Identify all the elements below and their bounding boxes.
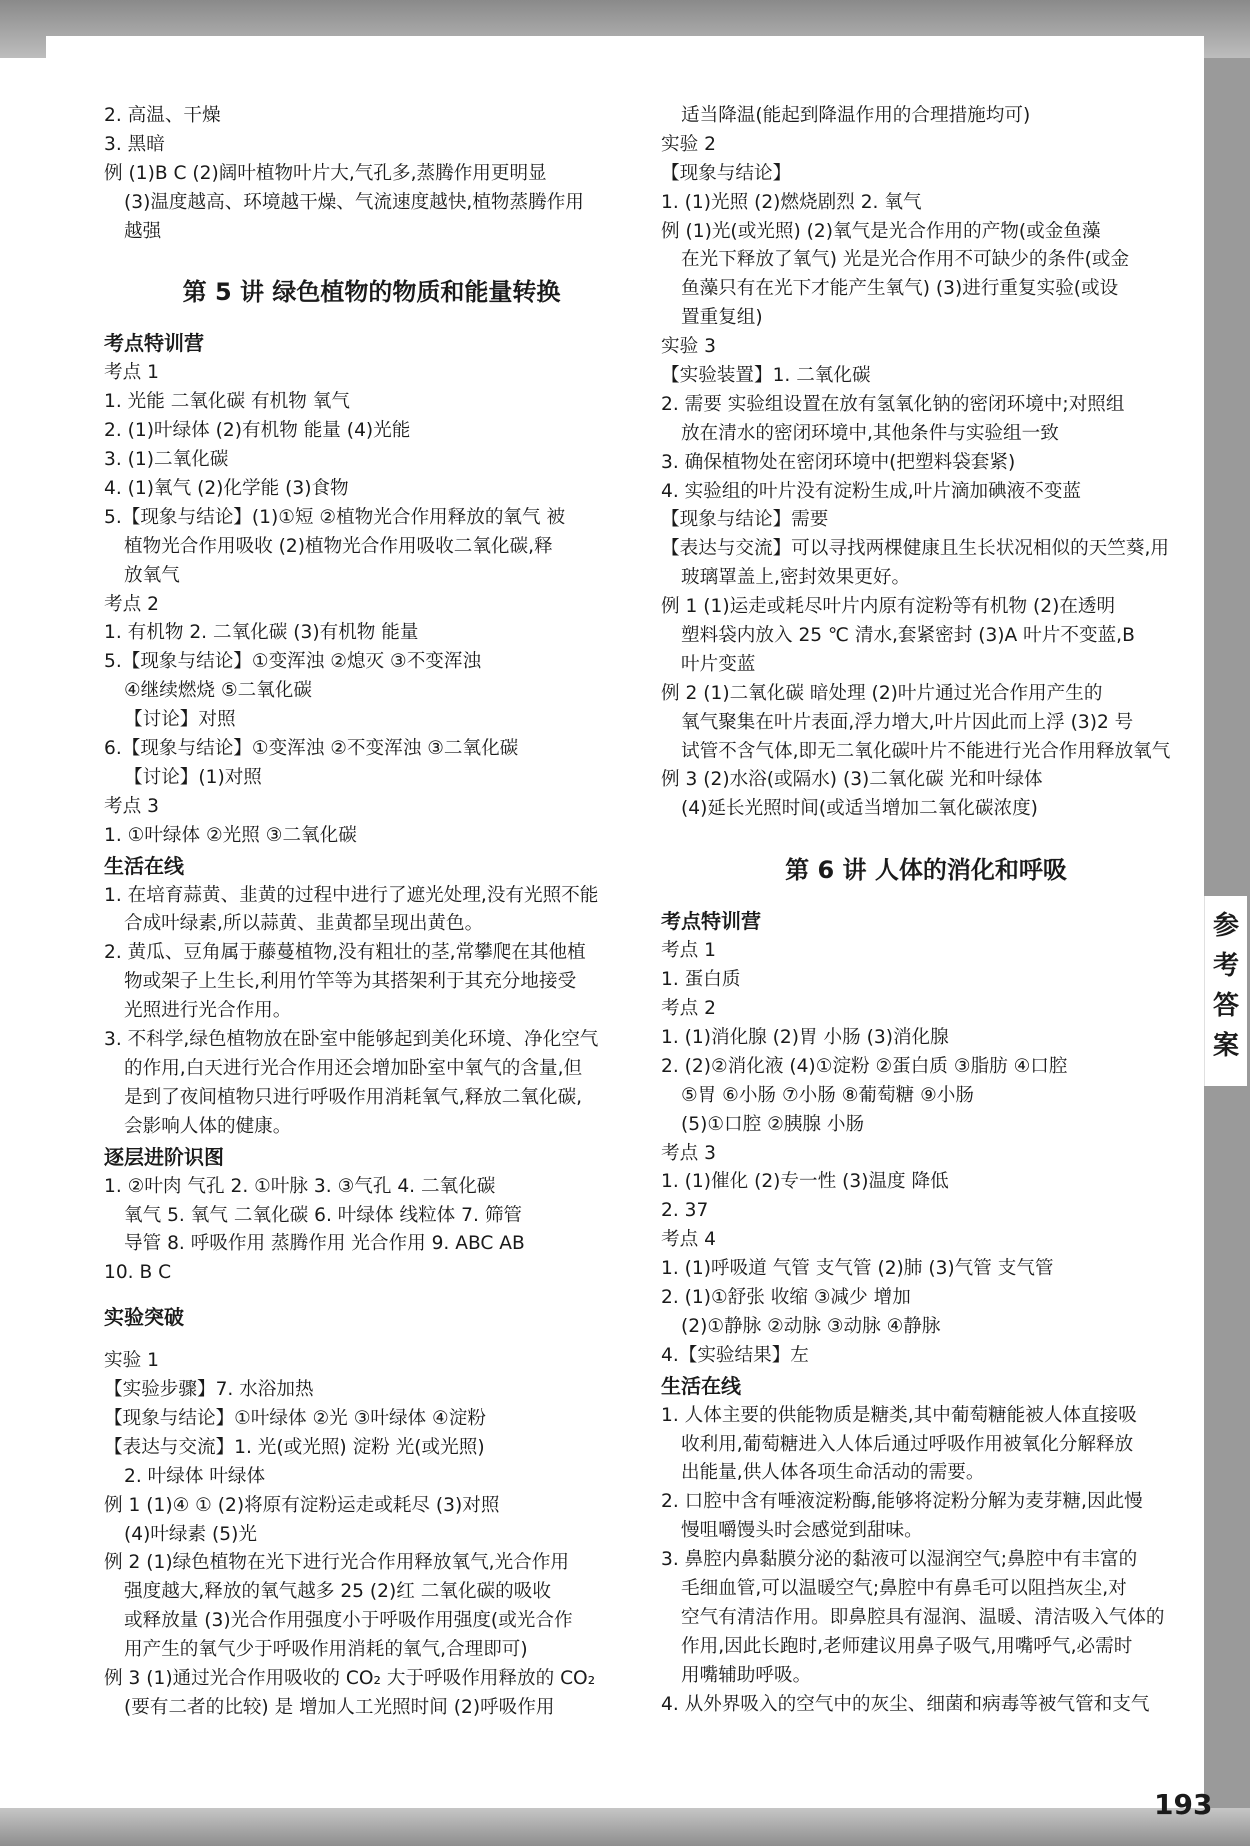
r-kp4-answers: 1. (1)呼吸道 气管 支气管 (2)肺 (3)气管 支气管 2. (1)①舒张 收缩 ③减少 增加 (2)①静脉 ②动脉 ③动脉 ④静脉 4.【实验结果】左 — [661, 1258, 1054, 1366]
r-kp3-heading: 考点 3 — [661, 1142, 716, 1164]
section-training-camp-2: 考点特训营 — [661, 909, 761, 934]
kp1-answers: 1. 光能 二氧化碳 有机物 氧气 2. (1)叶绿体 (2)有机物 能量 (4)光能 3. (1)二氧化碳 4. (1)氧气 (2)化学能 (3)食物 5.【现象与结论】(1)①短 ②植物光合作用释放的氧气 被 植物光合作用吸收 (2)植物光合作用吸收二氧化碳,释 放氧气 — [104, 391, 566, 586]
experiment-heading: 实验突破 — [104, 1305, 184, 1330]
chapter-5-title: 第 5 讲 绿色植物的物质和能量转换 — [182, 278, 561, 307]
answer-key-side-tab — [1204, 896, 1247, 1086]
r-kp3-answers: 1. (1)催化 (2)专一性 (3)温度 降低 2. 37 — [661, 1171, 949, 1222]
r-kp1-heading: 考点 1 — [661, 940, 716, 962]
left-column — [104, 102, 639, 1723]
life-online-heading: 生活在线 — [104, 853, 184, 878]
r-life-online-heading: 生活在线 — [661, 1373, 741, 1398]
life-online-answers: 1. 在培育蒜黄、韭黄的过程中进行了遮光处理,没有光照不能 合成叶绿素,所以蒜黄、韭黄都呈现出黄色。 2. 黄瓜、豆角属于藤蔓植物,没有粗壮的茎,常攀爬在其他植 物或架子上生长,利用竹竿等为其搭架利于其充分地接受 光照进行光合作用。 3. 不科学,绿色植物放在卧室中能够起到美化环境、净化空气 的作用,白天进行光合作用还会增加卧室中氧气的含量,但 是到了夜间植物只进行呼吸作用消耗氧气,释放二氧化碳, 会影响人体的健康。 — [104, 884, 599, 1137]
kp3-heading: 考点 3 — [104, 795, 159, 817]
right-column: 适当降温(能起到降温作用的合理措施均可) 实验 2 【现象与结论】 1. (1)光照 (2)燃烧剧烈 2. 氧气 例 (1)光(或光照) (2)氧气是光合作用的产物(或金鱼藻 在光下释放了氧气) 光是光合作用不可缺少的条件(或金 鱼藻只有在光下才能产生氧气) (3)进行重复实验(或设 置重复组) 实验 3 【实验装置】1. 二氧化碳 2. 需要 实验组设置在放有氢氧化钠的密闭环境中;对照组 放在清水的密闭环境中,其他条件与实验组一致 3. 确保植物处在密闭环境中(把塑料袋套紧) 4. 实验组的叶片没有淀粉生成,叶片滴加碘液不变蓝 【现象与结论】需要 【表达与交流】可以寻找两棵健康且生长状况相似的天竺葵,用 玻璃罩盖上,密封效果更好。 例 1 (1)运走或耗尽叶片内原有淀粉等有机物 (2)在透明 塑料袋内放入 25 ℃ 清水,套紧密封 (3)A 叶片不变蓝,B 叶片变蓝 例 2 (1)二氧化碳 暗处理 (2)叶片通过光合作用产生的 氧气聚集在叶片表面,浮力增大,叶片因此而上浮 (3)2 号 试管不含气体,即无二氧化碳叶片不能进行光合作用释放氧气 例 3 (2)水浴(或隔水) (3)二氧化碳 光和叶绿体 (4)延长光照时间(或适当增加二氧化碳浓度) 第 6 讲 人体的消化和呼吸 考点特训营 考点 1 1. 蛋白质 考点 2 1. (1)消化腺 (2)胃 小肠 (3)消化腺 2. (2)②消化液 (4)①淀粉 ②蛋白质 ③脂肪 ④口腔 ⑤胃 ⑥小肠 ⑦小肠 ⑧葡萄糖 ⑨小肠 (5)①口腔 ②胰腺 小肠 考点 3 1. (1)催化 (2)专一性 (3)温度 降低 2. 37 考点 4 1. (1)呼吸道 气管 支气管 (2)肺 (3)气管 支气管 2. (1)①舒张 收缩 ③减少 增加 (2)①静脉 ②动脉 ③动脉 ④静脉 4.【实验结果】左 生活在线 1. 人体主要的供能物质是糖类,其中葡萄糖能被人体直接吸 收利用,葡萄糖进入人体后通过呼吸作用被氧化分解释放 出能量,供人体各项生命活动的需要。 2. 口腔中含有唾液淀粉酶,能够将淀粉分解为麦芽糖,因此慢 慢咀嚼馒头时会感觉到甜味。 3. 鼻腔内鼻黏膜分泌的黏液可以湿润空气;鼻腔中有丰富的 毛细血管,可以温暖空气;鼻腔中有鼻毛可以阻挡灰尘,对 空气有清洁作用。即鼻腔具有湿润、温暖、清洁吸入气体的 作用,因此长跑时,老师建议用鼻子吸气,用嘴呼气,必需时 用嘴辅助呼吸。 4. 从外界吸入的空气中的灰尘、细菌和病毒等被气管和支气 — [661, 102, 1191, 1719]
r-kp2-answers: 1. (1)消化腺 (2)胃 小肠 (3)消化腺 2. (2)②消化液 (4)①淀粉 ②蛋白质 ③脂肪 ④口腔 ⑤胃 ⑥小肠 ⑦小肠 ⑧葡萄糖 ⑨小肠 (5)①口腔 ②胰腺 小肠 — [661, 1026, 1068, 1135]
progressive-answers: 1. ②叶肉 气孔 2. ①叶脉 3. ③气孔 4. 二氧化碳 氧气 5. 氧气 二氧化碳 6. 叶绿体 线粒体 7. 筛管 导管 8. 呼吸作用 蒸腾作用 光合作用 9. ABC AB 10. B C — [104, 1175, 525, 1284]
page-number: 193 — [1154, 1788, 1213, 1821]
exp3-answers: 【实验装置】1. 二氧化碳 2. 需要 实验组设置在放有氢氧化钠的密闭环境中;对照组 放在清水的密闭环境中,其他条件与实验组一致 3. 确保植物处在密闭环境中(把塑料袋套紧) 4. 实验组的叶片没有淀粉生成,叶片滴加碘液不变蓝 【现象与结论】需要 【表达与交流】可以寻找两棵健康且生长状况相似的天竺葵,用 玻璃罩盖上,密封效果更好。 例 1 (1)运走或耗尽叶片内原有淀粉等有机物 (2)在透明 塑料袋内放入 25 ℃ 清水,套紧密封 (3)A 叶片不变蓝,B 叶片变蓝 例 2 (1)二氧化碳 暗处理 (2)叶片通过光合作用产生的 氧气聚集在叶片表面,浮力增大,叶片因此而上浮 (3)2 号 试管不含气体,即无二氧化碳叶片不能进行光合作用释放氧气 例 3 (2)水浴(或隔水) (3)二氧化碳 光和叶绿体 (4)延长光照时间(或适当增加二氧化碳浓度) — [661, 365, 1171, 820]
chapter-6-title: 第 6 讲 人体的消化和呼吸 — [785, 856, 1067, 885]
exp3-heading: 实验 3 — [661, 336, 716, 358]
r-life-online-answers: 1. 人体主要的供能物质是糖类,其中葡萄糖能被人体直接吸 收利用,葡萄糖进入人体后通过呼吸作用被氧化分解释放 出能量,供人体各项生命活动的需要。 2. 口腔中含有唾液淀粉酶,能够将淀粉分解为麦芽糖,因此慢 慢咀嚼馒头时会感觉到甜味。 3. 鼻腔内鼻黏膜分泌的黏液可以湿润空气;鼻腔中有丰富的 毛细血管,可以温暖空气;鼻腔中有鼻毛可以阻挡灰尘,对 空气有清洁作用。即鼻腔具有湿润、温暖、清洁吸入气体的 作用,因此长跑时,老师建议用鼻子吸气,用嘴呼气,必需时 用嘴辅助呼吸。 4. 从外界吸入的空气中的灰尘、细菌和病毒等被气管和支气 — [661, 1404, 1165, 1715]
kp2-answers: 1. 有机物 2. 二氧化碳 (3)有机物 能量 5.【现象与结论】①变浑浊 ②熄灭 ③不变浑浊 ④继续燃烧 ⑤二氧化碳 【讨论】对照 6.【现象与结论】①变浑浊 ②不变浑浊 ③二氧化碳 【讨论】(1)对照 — [104, 622, 519, 788]
side-tab-label: 参 考 答 案 — [1212, 911, 1239, 1061]
exp2-answers: 【现象与结论】 1. (1)光照 (2)燃烧剧烈 2. 氧气 例 (1)光(或光照) (2)氧气是光合作用的产物(或金鱼藻 在光下释放了氧气) 光是光合作用不可缺少的条件(或金 鱼藻只有在光下才能产生氧气) (3)进行重复实验(或设 置重复组) — [661, 162, 1130, 329]
r-kp1-answer: 1. 蛋白质 — [661, 969, 741, 991]
progressive-diagram-heading: 逐层进阶识图 — [104, 1144, 224, 1169]
scan-bottom-border — [0, 1808, 1250, 1846]
kp3-answer: 1. ①叶绿体 ②光照 ③二氧化碳 — [104, 824, 357, 846]
exp1-answers: 【实验步骤】7. 水浴加热 【现象与结论】①叶绿体 ②光 ③叶绿体 ④淀粉 【表达与交流】1. 光(或光照) 淀粉 光(或光照) 2. 叶绿体 叶绿体 例 1 (1)④ ① (2)将原有淀粉运走或耗尽 (3)对照 (4)叶绿素 (5)光 例 2 (1)绿色植物在光下进行光合作用释放氧气,光合作用 强度越大,释放的氧气越多 25 (2)红 二氧化碳的吸收 或释放量 (3)光合作用强度小于呼吸作用强度(或光合作 用产生的氧气少于呼吸作用消耗的氧气,合理即可) 例 3 (1)通过光合作用吸收的 CO₂ 大于呼吸作用释放的 CO₂ (要有二者的比较) 是 增加人工光照时间 (2)呼吸作用 — [104, 1379, 596, 1718]
exp2-heading: 实验 2 — [661, 133, 716, 155]
kp2-heading: 考点 2 — [104, 593, 159, 615]
left-top-answers: 2. 高温、干燥 3. 黑暗 例 (1)B C (2)阔叶植物叶片大,气孔多,蒸腾作用更明显 (3)温度越高、环境越干燥、气流速度越快,植物蒸腾作用 越强 — [104, 105, 584, 242]
exp1-heading: 实验 1 — [104, 1350, 159, 1372]
r-kp4-heading: 考点 4 — [661, 1229, 716, 1251]
answer-page — [46, 36, 1239, 1821]
r-kp2-heading: 考点 2 — [661, 998, 716, 1020]
section-training-camp: 考点特训营 — [104, 331, 204, 356]
kp1-heading: 考点 1 — [104, 362, 159, 384]
